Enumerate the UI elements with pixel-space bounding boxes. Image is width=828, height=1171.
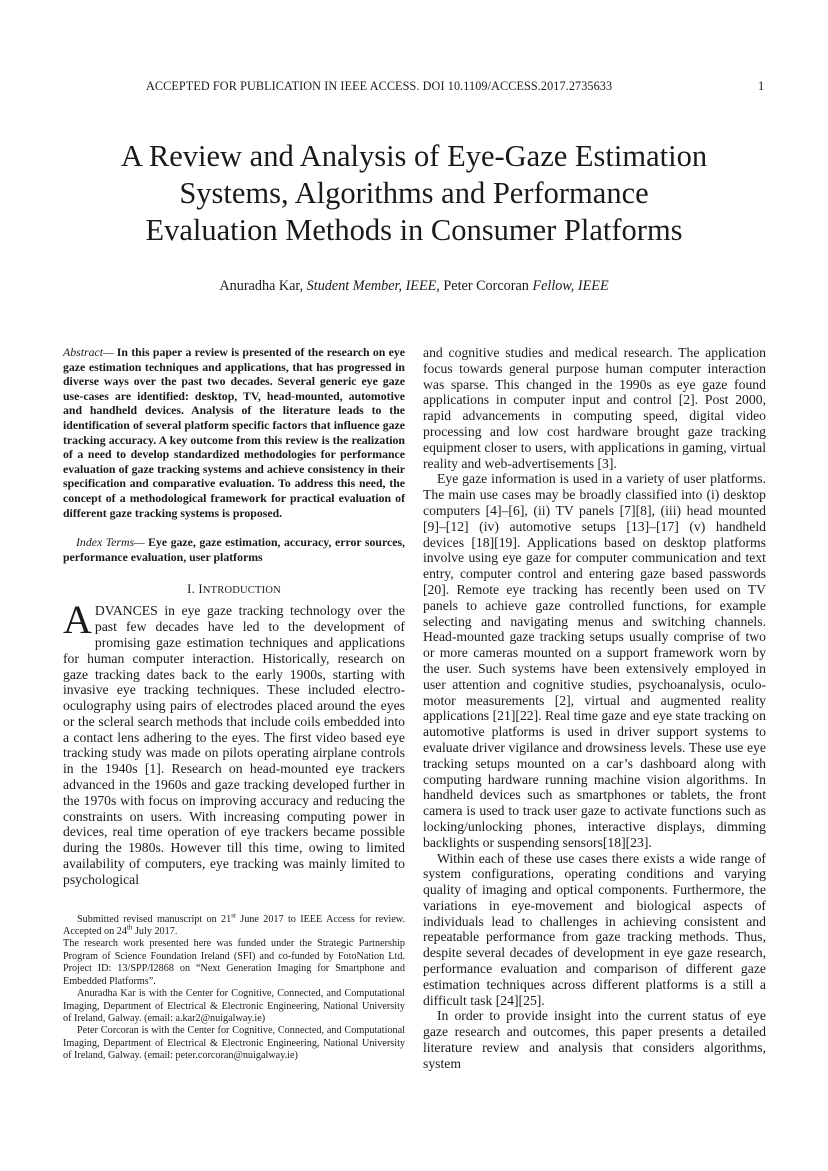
intro-paragraph-3: Within each of these use cases there exists a wide range of system configurations, operating conditions and varying quality of imaging and optical components. Furthermore, the variations in eye-movement and biological aspects of individuals lead to challenges in achieving consistent and repeatable performance from gaze tracking methods. Thus, despite several decades of development in eye gaze research, performance evaluation and comparison of different gaze estimation techniques across different platforms is a still a difficult task [24][25]. bbox=[423, 850, 766, 1008]
footnote-sup: th bbox=[126, 923, 133, 932]
footnote-submission bbox=[63, 911, 405, 939]
author-list bbox=[60, 278, 768, 295]
first-word: DVANCES bbox=[94, 603, 158, 619]
footnotes bbox=[63, 911, 405, 1063]
footnote-author1: Anuradha Kar is with the Center for Cognitive, Connected, and Computational Imaging, Department of Electrical & Electronic Engineering, National University of Ireland, Galway. (email: a.kar2@nuigalway.ie) bbox=[63, 988, 405, 1024]
abstract bbox=[63, 345, 405, 520]
paper-title bbox=[60, 138, 768, 249]
section-number: I. bbox=[187, 582, 195, 597]
author-name: Peter Corcoran bbox=[443, 278, 529, 294]
abstract-text: In this paper a review is presented of the research on eye gaze estimation techniques and applications, that has progressed in diverse ways over the past two decades. Several generic eye gaze use-cases are identified: desktop, TV, head-mounted, automotive and handheld devices. Analysis of the literature leads to the identification of several platform specific factors that influence gaze tracking accuracy. A key outcome from this review is the realization of a need to develop standardized methodologies for performance evaluation of gaze tracking systems and achieve consistency in their specification and comparative evaluation. To address this need, the concept of a methodological framework for practical evaluation of different gaze tracking systems is proposed. bbox=[63, 345, 405, 520]
intro-paragraph-2: Eye gaze information is used in a variety of user platforms. The main use cases may be broadly classified into (i) desktop computers [4]–[6], (ii) TV panels [7][8], (iii) head mounted [9]–[12] (iv) automotive setups [13]–[17] (v) handheld devices [18][19]. Applications based on desktop platforms involve using eye gaze for computer communication and text entry, computer control and entering gaze based passwords [20]. Remote eye tracking has recently been used on TV panels to achieve gaze controlled functions, for example selecting and navigating menus and switching channels. Head-mounted gaze tracking setups usually comprise of two or more cameras mounted on a support framework worn by the user. Such systems have been extensively employed in user attention and cognitive studies, psychoanalysis, oculo-motor measurements [2], virtual and augmented reality applications [21][22]. Real time gaze and eye state tracking on automotive platforms is used in driver support systems to evaluate driver vigilance and drowsiness levels. These use eye tracking setups mounted on a car’s dashboard along with computing hardware running machine vision algorithms. In handheld devices such as smartphones or tablets, the front camera is used to track user gaze to activate functions such as locking/unlocking phones, interactive displays, dimming backlights or suspending sensors[18][23]. bbox=[423, 471, 766, 850]
footnote-text: July 2017. bbox=[132, 926, 178, 938]
intro-paragraph-continued: and cognitive studies and medical research. The application focus towards general purpose human computer interaction was sparse. This changed in the 1990s as eye gaze found applications in computer input and control [2]. Post 2000, rapid advancements in computing speed, digital video processing and low cost hardware brought gaze tracking equipment closer to users, with applications in gaming, virtual reality and web-advertisements [3]. bbox=[423, 345, 766, 471]
index-terms-text: Eye gaze, gaze estimation, accuracy, error sources, performance evaluation, user platforms bbox=[63, 535, 405, 564]
author-role: Fellow, IEEE bbox=[532, 278, 609, 294]
footnote-sup: st bbox=[231, 911, 236, 920]
left-column bbox=[63, 345, 405, 1063]
footnote-author2: Peter Corcoran is with the Center for Cognitive, Connected, and Computational Imaging, Department of Electrical & Electronic Engineering, National University of Ireland, Galway. (email: peter.corcoran@nuigalway.ie) bbox=[63, 1025, 405, 1062]
abstract-label: Abstract— bbox=[63, 345, 114, 359]
intro-paragraph bbox=[63, 597, 405, 887]
footnote-funding: The research work presented here was funded under the Strategic Partnership Program of Science Foundation Ireland (SFI) and co-funded by FotoNation Ltd. Project ID: 13/SPP/I2868 on “Next Generation Imaging for Smartphone and Embedded Platforms”. bbox=[63, 938, 405, 987]
page-number: 1 bbox=[758, 79, 765, 93]
footnote-text: June 2017 to IEEE Access for review. Accepted on 24 bbox=[63, 913, 405, 938]
author-role: Student Member, IEEE, bbox=[306, 278, 440, 294]
intro-paragraph-4: In order to provide insight into the current status of eye gaze research and outcomes, this paper presents a detailed literature review and analysis that considers algorithms, system bbox=[423, 1008, 766, 1071]
title-line: A Review and Analysis of Eye-Gaze Estimation bbox=[120, 139, 708, 173]
title-line: Evaluation Methods in Consumer Platforms bbox=[145, 213, 683, 247]
footnote-text: Submitted revised manuscript on 21 bbox=[77, 913, 232, 925]
section-title-initial: I bbox=[198, 582, 203, 597]
title-line: Systems, Algorithms and Performance bbox=[179, 176, 649, 210]
index-terms bbox=[63, 535, 405, 564]
section-heading bbox=[63, 582, 405, 597]
index-terms-label: Index Terms— bbox=[76, 535, 145, 550]
running-header: ACCEPTED FOR PUBLICATION IN IEEE ACCESS. DOI 10.1109/ACCESS.2017.2735633 bbox=[146, 79, 613, 93]
drop-cap: A bbox=[63, 597, 92, 643]
right-column bbox=[423, 345, 766, 1072]
section-title-rest: NTRODUCTION bbox=[202, 585, 281, 597]
intro-text: in eye gaze tracking technology over the past few decades have led to the development of promising gaze estimation techniques and applications for human computer interaction. Historically, research on gaze tracking dates back to the early 1900s, starting with invasive eye tracking techniques. These included electro-oculography using pairs of electrodes placed around the eyes or the scleral search methods that include coils embedded into a contact lens adhering to the eyes. The first video based eye tracking study was made on pilots operating airplane controls in the 1940s [1]. Research on head-mounted eye trackers advanced in the 1960s and gaze tracking developed further in the 1970s with focus on improving accuracy and reducing the constraints on users. With increasing computing power in devices, real time operation of eye trackers became possible during the 1980s. However till this time, owing to limited availability of computers, eye tracking was mainly limited to psychological bbox=[63, 603, 405, 887]
author-name: Anuradha Kar, bbox=[219, 278, 304, 294]
